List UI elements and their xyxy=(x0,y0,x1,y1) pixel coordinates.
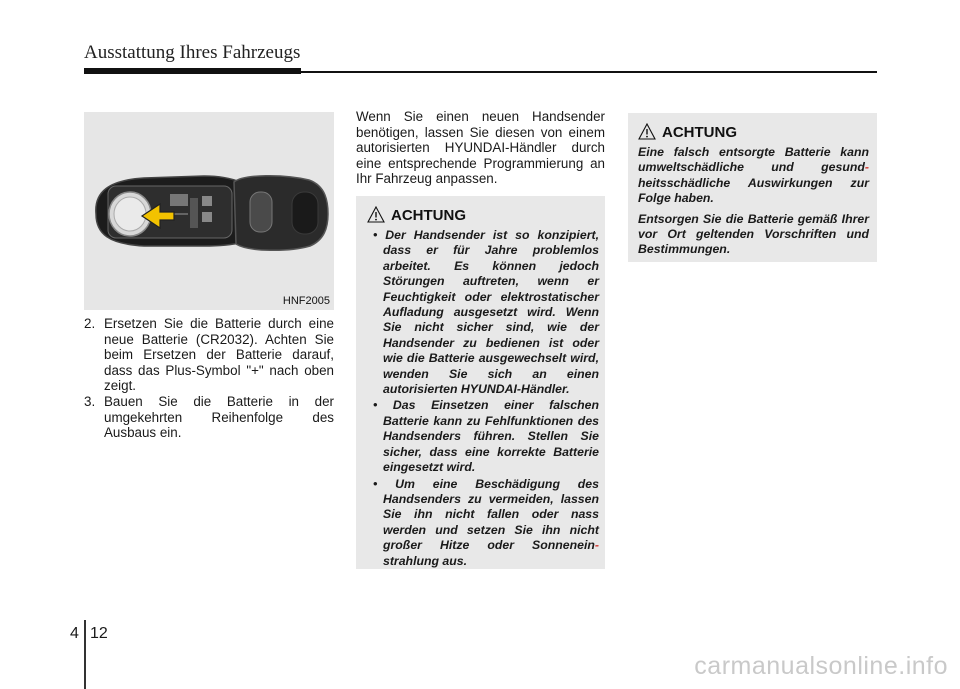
page-header-title: Ausstattung Ihres Fahrzeugs xyxy=(84,42,301,63)
step-number: 2. xyxy=(84,316,96,331)
warning-list xyxy=(367,228,599,569)
list-item xyxy=(84,394,334,441)
warning-triangle-icon xyxy=(638,123,656,141)
step-number: 3. xyxy=(84,393,96,409)
warning-item-text: Der Handsender ist so konzipiert, dass er für Jahre problemlos arbeitet. Es können jedoch Störungen auftreten, wenn er Feuchtigkeit oder elektrostatischer Aufladung ausgesetzt wird. Wenn Sie nicht sicher sind, wie der Handsender zu bedienen ist oder wie die Batterie ausgewechselt wird, wenden Sie sich an einen autorisierten HYUNDAI-Händler. xyxy=(383,228,599,397)
chapter-number: 4 xyxy=(70,625,79,642)
figure-code: HNF2005 xyxy=(282,295,330,307)
list-item: • Um eine Beschädigung des Handsenders zu vermeiden, lassen Sie ihn nicht fallen oder nass werden und setzen Sie ihn nicht großer Hitze oder Sonnenein- strahlung aus. xyxy=(373,476,599,568)
list-item xyxy=(84,316,334,394)
list-item: • Der Handsender ist so konzipiert, dass er für Jahre problemlos arbeitet. Es können jedoch Störungen auftreten, wenn er Feuchtigkeit oder elektrostatischer Aufladung ausgesetzt wird. Wenn Sie nicht sicher sind, wie der Handsender zu bedienen ist oder wie die Batterie ausgewechselt wird, wenden Sie sich an einen autorisierten HYUNDAI-Händler. xyxy=(373,228,599,397)
header-rule xyxy=(84,71,877,73)
warning-box-transmitter xyxy=(356,196,605,569)
step-text: Ersetzen Sie die Batterie durch eine neue Batterie (CR2032). Achten Sie beim Ersetzen der Batterie darauf, dass das Plus-Symbol "+" nach oben zeigt. xyxy=(104,316,334,394)
disposal-instruction-text: Entsorgen Sie die Batterie gemäß Ihrer vor Ort geltenden Vorschriften und Bestimmungen. xyxy=(638,211,869,257)
warning-title: ACHTUNG xyxy=(391,206,466,224)
warning-text-part: heitsschädliche Auswirkungen zur Folge haben. xyxy=(638,175,869,206)
warning-heading xyxy=(638,121,869,143)
page-number: 12 xyxy=(90,625,108,642)
battery-steps-list xyxy=(84,316,334,441)
footer-rule xyxy=(84,620,86,689)
key-fob-illustration xyxy=(84,112,334,310)
warning-item-text: Das Einsetzen einer falschen Batterie kann zu Fehlfunktionen des Handsenders führen. Stellen Sie sicher, dass eine korrekte Batterie eingesetzt wird. xyxy=(383,398,599,475)
warning-text-part: Eine falsch entsorgte Batterie kann umweltschädliche und gesund xyxy=(638,145,869,175)
list-item: • Das Einsetzen einer falschen Batterie kann zu Fehlfunktionen des Handsenders führen. Stellen Sie sicher, dass eine korrekte Batterie eingesetzt wird. xyxy=(373,398,599,475)
key-fob-battery-figure xyxy=(84,112,334,310)
warning-heading xyxy=(367,204,599,226)
watermark: carmanualsonline.info xyxy=(694,652,948,680)
warning-triangle-icon xyxy=(367,206,385,224)
warning-title: ACHTUNG xyxy=(662,123,737,141)
new-transmitter-paragraph: Wenn Sie einen neuen Handsender benötigen, lassen Sie diesen von einem autorisierten HYUNDAI-Händler durch eine entsprechende Programmierung an Ihr Fahrzeug anpassen. xyxy=(356,109,605,187)
warning-item-text: strahlung aus. xyxy=(383,553,468,568)
disposal-warning-text xyxy=(638,145,869,207)
hyphen-mark: - xyxy=(864,160,869,175)
warning-item-text: Um eine Beschädigung des Handsenders zu vermeiden, lassen Sie ihn nicht fallen oder nass werden und setzen Sie ihn nicht großer Hitze oder Sonnenein xyxy=(383,476,599,553)
warning-box-disposal xyxy=(628,113,877,262)
step-text: Bauen Sie die Batterie in der umgekehrten Reihenfolge des Ausbaus ein. xyxy=(104,393,334,441)
hyphen-mark: - xyxy=(594,538,599,553)
